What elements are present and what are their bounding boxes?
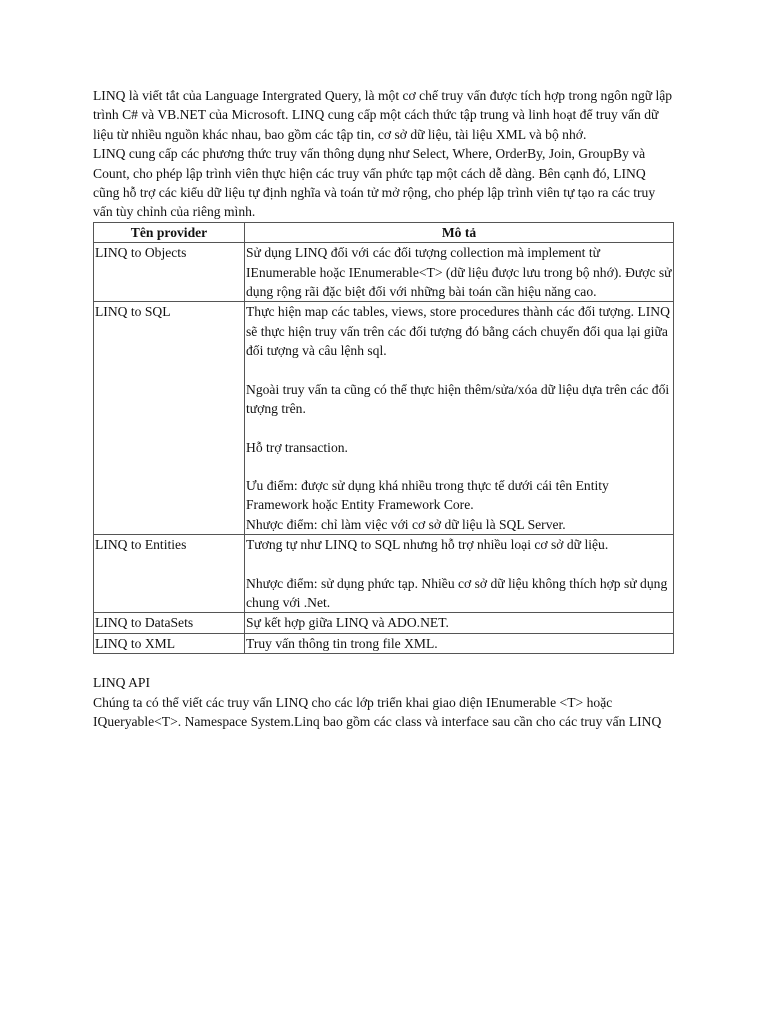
intro-paragraph-2: LINQ cung cấp các phương thức truy vấn thông dụng như Select, Where, OrderBy, Join, GroupBy và Count, cho phép lập trình viên thực hiện các truy vấn phức tạp một cách dễ dàng. Bên cạnh đó, LINQ cũng hỗ trợ các kiểu dữ liệu tự định nghĩa và toán tử mở rộng, cho phép lập trình viên tự tạo ra các truy vấn tùy chỉnh của riêng mình.	[93, 146, 656, 220]
description-line: Ưu điểm: được sử dụng khá nhiều trong thực tế dưới cái tên Entity Framework hoặc Entity Framework Core.	[246, 477, 609, 513]
description-line: Hỗ trợ transaction.	[246, 439, 348, 455]
provider-description-cell	[245, 535, 674, 613]
provider-name-cell: LINQ to Entities	[94, 535, 245, 613]
table-row	[94, 535, 674, 613]
intro-paragraph-1: LINQ là viết tắt của Language Intergrated Query, là một cơ chế truy vấn được tích hợp trong ngôn ngữ lập trình C# và VB.NET của Microsoft. LINQ cung cấp một cách thức tập trung và linh hoạt để truy vấn dữ liệu từ nhiều nguồn khác nhau, bao gồm các tập tin, cơ sở dữ liệu, tài liệu XML và bộ nhớ.	[93, 88, 673, 142]
description-line: Sử dụng LINQ đối với các đối tượng collection mà implement từ IEnumerable hoặc IEnumerable<T> (dữ liệu được lưu trong bộ nhớ). Được sử dụng rộng rãi đặc biệt đối với những bài toán cần hiệu năng cao.	[246, 245, 672, 300]
provider-description-cell	[245, 613, 674, 633]
table-row	[94, 243, 674, 302]
blank-line	[246, 361, 672, 380]
header-provider-name: Tên provider	[94, 222, 245, 242]
provider-description-cell	[245, 243, 674, 302]
provider-description-cell	[245, 302, 674, 535]
provider-name-cell: LINQ to XML	[94, 633, 245, 653]
provider-name-cell: LINQ to Objects	[94, 243, 245, 302]
table-row	[94, 613, 674, 633]
provider-description-cell	[245, 633, 674, 653]
table-header-row	[94, 222, 674, 242]
table-row	[94, 302, 674, 535]
description-line: Tương tự như LINQ to SQL nhưng hỗ trợ nhiều loại cơ sở dữ liệu.	[246, 537, 609, 553]
description-line: Nhược điểm: chỉ làm việc với cơ sở dữ liệu là SQL Server.	[246, 516, 566, 532]
blank-line	[246, 419, 672, 438]
provider-table	[93, 222, 674, 654]
description-line: Sự kết hợp giữa LINQ và ADO.NET.	[246, 615, 449, 631]
api-heading: LINQ API	[93, 675, 151, 691]
provider-name-cell: LINQ to DataSets	[94, 613, 245, 633]
description-line: Truy vấn thông tin trong file XML.	[246, 635, 438, 651]
description-line: Nhược điểm: sử dụng phức tạp. Nhiều cơ sở dữ liệu không thích hợp sử dụng chung với .Net.	[246, 575, 668, 610]
description-line: Thực hiện map các tables, views, store procedures thành các đối tượng. LINQ sẽ thực hiện truy vấn trên các đối tượng đó bằng cách chuyển đổi qua lại giữa đối tượng và câu lệnh sql.	[246, 304, 670, 359]
table-body	[94, 243, 674, 654]
api-paragraph: Chúng ta có thể viết các truy vấn LINQ cho các lớp triển khai giao diện IEnumerable <T> hoặc IQueryable<T>. Namespace System.Linq bao gồm các class và interface sau cần cho các truy vấn LINQ	[93, 694, 662, 729]
header-description: Mô tả	[245, 222, 674, 242]
provider-name-cell: LINQ to SQL	[94, 302, 245, 535]
blank-line	[246, 457, 672, 476]
blank-line	[246, 555, 672, 574]
table-row	[94, 633, 674, 653]
document-page	[93, 86, 675, 731]
description-line: Ngoài truy vấn ta cũng có thể thực hiện thêm/sửa/xóa dữ liệu dựa trên các đối tượng trên.	[246, 381, 670, 417]
